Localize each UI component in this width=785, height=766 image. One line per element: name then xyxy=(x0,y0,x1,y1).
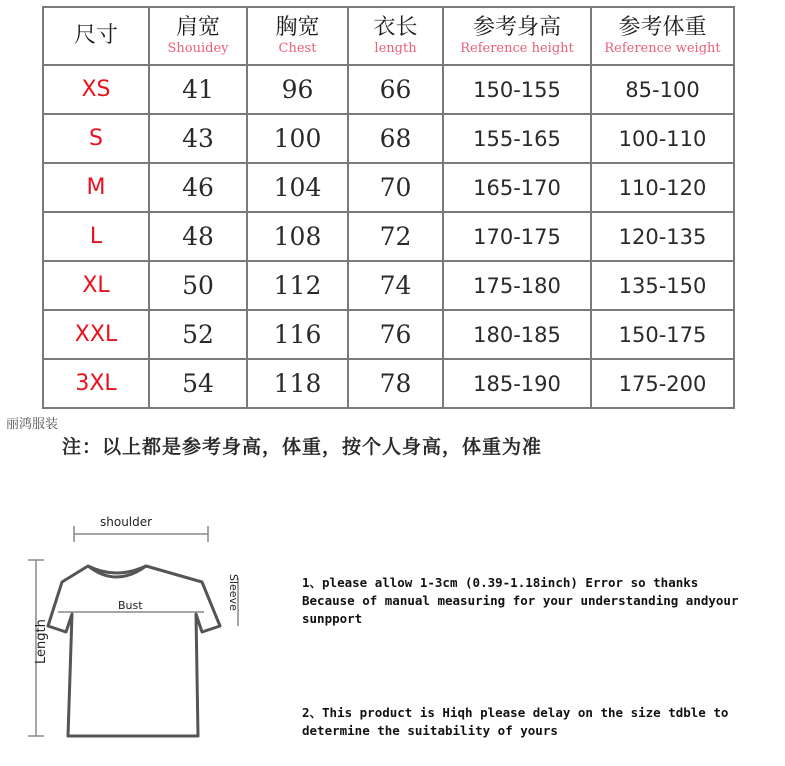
cell-length: 70 xyxy=(348,163,443,212)
cell-chest: 96 xyxy=(247,65,348,114)
table-row xyxy=(43,310,734,359)
cell-weight: 100-110 xyxy=(591,114,734,163)
table-row xyxy=(43,114,734,163)
table-header-row xyxy=(43,7,734,65)
bust-label: Bust xyxy=(118,599,143,612)
header-height-en: Reference height xyxy=(460,41,574,56)
shoulder-label: shoulder xyxy=(100,515,153,529)
cell-chest: 116 xyxy=(247,310,348,359)
header-length-en: length xyxy=(374,41,417,56)
cell-shoulder: 52 xyxy=(149,310,247,359)
remark-size-table: 2、This product is Hiqh please delay on the size tdble to determine the suitability of yours xyxy=(302,705,729,738)
header-weight-zh: 参考体重 xyxy=(618,15,707,40)
cell-shoulder: 46 xyxy=(149,163,247,212)
cell-size: 3XL xyxy=(43,359,149,408)
header-length xyxy=(348,7,443,65)
cell-weight: 135-150 xyxy=(591,261,734,310)
cell-size: XXL xyxy=(43,310,149,359)
cell-weight: 175-200 xyxy=(591,359,734,408)
cell-chest: 100 xyxy=(247,114,348,163)
header-height-zh: 参考身高 xyxy=(472,15,561,40)
cell-length: 72 xyxy=(348,212,443,261)
cell-height: 180-185 xyxy=(443,310,591,359)
header-shoulder xyxy=(149,7,247,65)
table-row xyxy=(43,359,734,408)
cell-shoulder: 54 xyxy=(149,359,247,408)
shop-watermark: 丽鸿服装 xyxy=(6,417,59,432)
sleeve-label: Sleeve xyxy=(227,574,240,611)
cell-size: L xyxy=(43,212,149,261)
cell-weight: 110-120 xyxy=(591,163,734,212)
header-size-zh: 尺寸 xyxy=(73,23,118,48)
cell-shoulder: 43 xyxy=(149,114,247,163)
cell-length: 76 xyxy=(348,310,443,359)
cell-height: 170-175 xyxy=(443,212,591,261)
cell-height: 150-155 xyxy=(443,65,591,114)
cell-shoulder: 41 xyxy=(149,65,247,114)
cell-weight: 120-135 xyxy=(591,212,734,261)
table-row xyxy=(43,163,734,212)
header-chest-en: Chest xyxy=(278,41,317,56)
cell-size: M xyxy=(43,163,149,212)
header-chest-zh: 胸宽 xyxy=(275,15,320,40)
cell-height: 185-190 xyxy=(443,359,591,408)
remark-measurement-error: 1、please allow 1-3cm (0.39-1.18inch) Error so thanks Because of manual measuring for your understanding andyour sunpport xyxy=(302,575,739,626)
cell-chest: 108 xyxy=(247,212,348,261)
cell-length: 68 xyxy=(348,114,443,163)
cell-chest: 104 xyxy=(247,163,348,212)
header-weight-en: Reference weight xyxy=(604,41,721,56)
cell-size: XL xyxy=(43,261,149,310)
table-row xyxy=(43,261,734,310)
table-row xyxy=(43,65,734,114)
header-shoulder-en: Shouidey xyxy=(167,41,229,56)
cell-length: 74 xyxy=(348,261,443,310)
cell-chest: 112 xyxy=(247,261,348,310)
header-shoulder-zh: 肩宽 xyxy=(175,15,220,40)
cell-height: 175-180 xyxy=(443,261,591,310)
header-height xyxy=(443,7,591,65)
tshirt-measurement-diagram xyxy=(18,508,258,748)
tshirt-outline xyxy=(48,566,220,736)
cell-size: S xyxy=(43,114,149,163)
cell-height: 165-170 xyxy=(443,163,591,212)
length-label: Length xyxy=(34,619,49,664)
size-chart-table xyxy=(42,6,735,409)
cell-height: 155-165 xyxy=(443,114,591,163)
header-chest xyxy=(247,7,348,65)
header-length-zh: 衣长 xyxy=(373,15,418,40)
cell-length: 78 xyxy=(348,359,443,408)
cell-size: XS xyxy=(43,65,149,114)
cell-shoulder: 48 xyxy=(149,212,247,261)
cell-weight: 85-100 xyxy=(591,65,734,114)
reference-note: 注：以上都是参考身高，体重，按个人身高，体重为准 xyxy=(62,436,543,458)
cell-length: 66 xyxy=(348,65,443,114)
cell-chest: 118 xyxy=(247,359,348,408)
cell-weight: 150-175 xyxy=(591,310,734,359)
header-weight xyxy=(591,7,734,65)
header-size xyxy=(43,7,149,65)
table-row xyxy=(43,212,734,261)
cell-shoulder: 50 xyxy=(149,261,247,310)
